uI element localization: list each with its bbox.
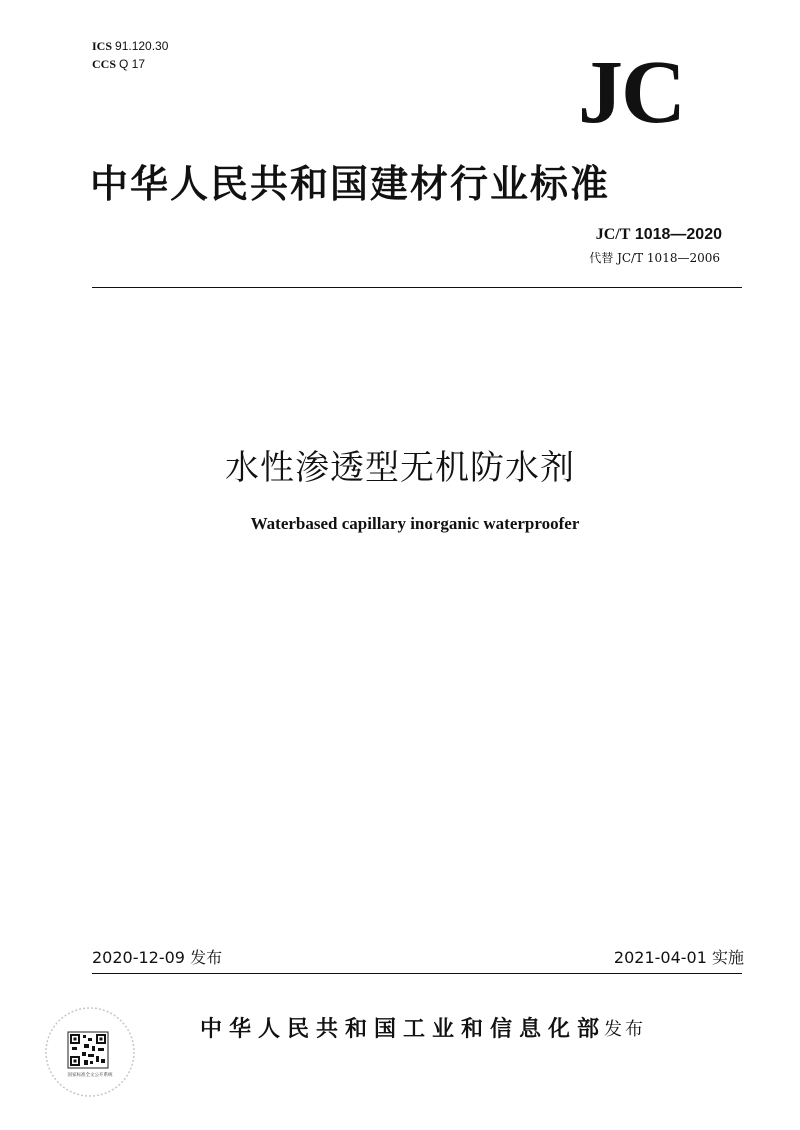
qr-seal-stamp: [42, 1004, 138, 1100]
publish-date: 2020-12-09 发布: [92, 948, 223, 967]
qr-code-icon: [68, 1032, 108, 1068]
replaces-note: 代替 JC/T 1018—2006: [589, 251, 720, 265]
ccs-line: [92, 55, 168, 73]
header-divider: [92, 287, 742, 288]
seal-caption: 国家标准全文公开系统: [67, 1073, 113, 1078]
classification-block: [92, 37, 168, 73]
ccs-value: Q 17: [119, 57, 146, 71]
ics-value: 91.120.30: [115, 39, 169, 53]
ics-label: ICS: [92, 39, 113, 53]
organization-title: 中华人民共和国建材行业标准: [90, 162, 611, 206]
issuing-authority: 中华人民共和国工业和信息化部: [200, 1016, 607, 1042]
standard-code: JC/T: [595, 226, 631, 243]
title-chinese: 水性渗透型无机防水剂: [225, 448, 575, 488]
jc-logo: JC: [578, 43, 684, 142]
ccs-label: CCS: [92, 57, 117, 71]
issue-label: 发布: [604, 1019, 646, 1040]
ics-line: [92, 37, 168, 55]
standard-number: [596, 226, 722, 244]
implement-date: 2021-04-01 实施: [613, 948, 744, 967]
title-english: Waterbased capillary inorganic waterproofer: [250, 514, 580, 533]
standard-number-value: 1018—2020: [634, 226, 722, 243]
footer-divider: [92, 973, 742, 974]
